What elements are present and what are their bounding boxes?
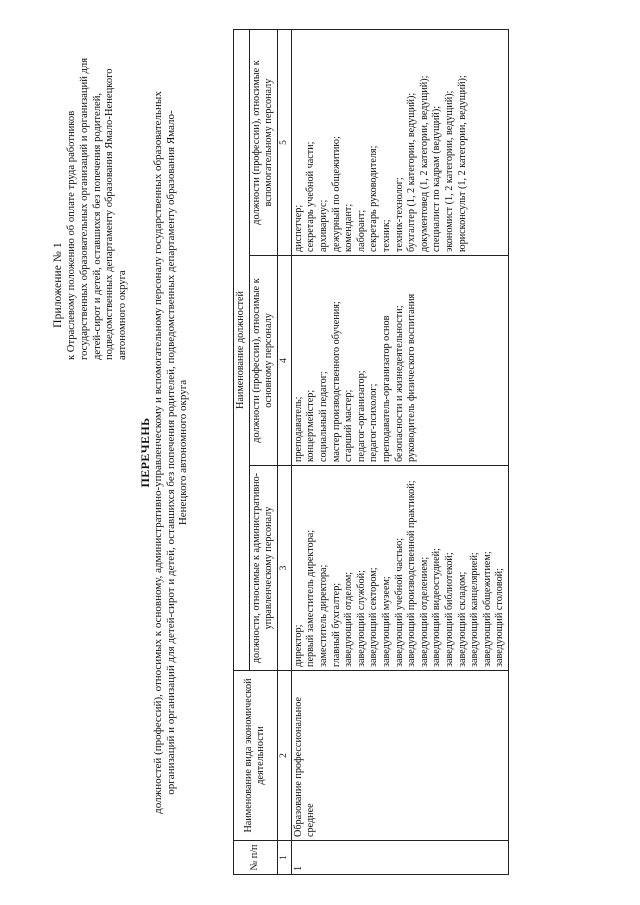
position-item: заведующий библиотекой; bbox=[443, 552, 455, 667]
header-num: № п/п bbox=[234, 841, 278, 875]
position-item: бухгалтер (1, 2 категории, ведущий); bbox=[406, 92, 418, 252]
position-item: преподаватель; bbox=[292, 396, 304, 462]
position-item: педагог-организатор; bbox=[355, 370, 367, 462]
header-admin: должности, относимые к административно-управленческому персоналу bbox=[249, 466, 277, 671]
table-row bbox=[291, 29, 508, 874]
position-item: техник-технолог; bbox=[393, 177, 405, 252]
column-number: 2 bbox=[277, 671, 291, 841]
position-item: заведующий отделением; bbox=[418, 556, 430, 667]
document-subtitle: должностей (профессий), относимых к основному, административно-управленческому и вспомогательному персоналу государственных образовательных организаций и организаций для детей-сирот и детей, оставшихся без попечения родителей, подведомственных департаменту образования Ямало-Ненецкого автономного округа bbox=[152, 91, 189, 814]
position-item: главный бухгалтер; bbox=[330, 582, 342, 667]
position-item: первый заместитель директора; bbox=[305, 529, 317, 667]
row-num: 1 bbox=[291, 841, 508, 875]
row-main-positions bbox=[291, 256, 508, 466]
position-item: лаборант; bbox=[355, 209, 367, 252]
position-item: заведующий отделом; bbox=[343, 571, 355, 667]
header-activity: Наименование вида экономической деятельности bbox=[234, 671, 278, 841]
position-item: заведующий службой; bbox=[355, 570, 367, 667]
column-number: 3 bbox=[277, 466, 291, 671]
column-number: 5 bbox=[277, 29, 291, 255]
position-item: мастер производственного обучения; bbox=[330, 301, 342, 462]
position-item: заведующий столовой; bbox=[494, 568, 506, 667]
position-item: заведующий музеем; bbox=[380, 576, 392, 667]
position-item: заведующий производственной практикой; bbox=[406, 480, 418, 667]
position-item: социальный педагог; bbox=[317, 371, 329, 462]
positions-table bbox=[233, 29, 509, 875]
position-item: преподаватель-организатор основ безопасности и жизнедеятельности; bbox=[380, 305, 405, 462]
position-item: комендант; bbox=[343, 203, 355, 252]
position-item: заведующий канцелярией; bbox=[469, 552, 481, 667]
row-activity: Образование профессиональное среднее bbox=[291, 671, 508, 841]
document-title: ПЕРЕЧЕНЬ bbox=[138, 417, 152, 488]
position-item: дежурный по общежитию; bbox=[330, 136, 342, 252]
position-item: юрисконсульт (1, 2 категории, ведущий); bbox=[456, 75, 468, 252]
support-positions-list bbox=[293, 33, 469, 252]
header-support: должности (профессии), относимые к вспомогательному персоналу bbox=[249, 29, 277, 255]
position-item: старший мастер; bbox=[343, 389, 355, 462]
position-item: заведующий сектором; bbox=[368, 567, 380, 667]
main-positions-list bbox=[293, 259, 419, 462]
admin-positions-list bbox=[293, 469, 507, 667]
position-item: архивариус; bbox=[317, 199, 329, 252]
appendix-body: к Отраслевому положению об оплате труда работников государственных образовательных организаций и организаций для детей-сирот и детей, оставшихся без попечения родителей, подведомственных департаменту образования Ямало-Ненецкого автономного округа bbox=[66, 57, 129, 360]
position-item: заведующий складом; bbox=[456, 571, 468, 667]
position-item: руководитель физического воспитания bbox=[406, 293, 418, 462]
position-item: заведующий учебной частью; bbox=[393, 537, 405, 667]
position-item: директор; bbox=[292, 624, 304, 667]
position-item: педагог-психолог; bbox=[368, 383, 380, 462]
header-main: должности (профессии), относимые к основному персоналу bbox=[249, 256, 277, 466]
position-item: заведующий видеостудией; bbox=[431, 548, 443, 667]
position-item: техник; bbox=[380, 219, 392, 252]
position-item: диспетчер; bbox=[292, 204, 304, 252]
position-item: документовед (1, 2 категории, ведущий); bbox=[418, 75, 430, 252]
header-positions-group: Наименование должностей bbox=[234, 29, 250, 670]
position-item: специалист по кадрам (ведущий); bbox=[431, 105, 443, 252]
position-item: заместитель директора; bbox=[317, 564, 329, 667]
appendix-title: Приложение № 1 bbox=[52, 242, 64, 328]
header-row bbox=[234, 29, 250, 874]
position-item: концертмейстер; bbox=[305, 389, 317, 462]
row-support-positions bbox=[291, 29, 508, 255]
position-item: экономист (1, 2 категории, ведущий); bbox=[443, 90, 455, 252]
column-number-row bbox=[277, 29, 291, 874]
position-item: секретарь учебной части; bbox=[305, 141, 317, 252]
column-number: 1 bbox=[277, 841, 291, 875]
row-admin-positions bbox=[291, 466, 508, 671]
position-item: секретарь руководителя; bbox=[368, 145, 380, 252]
column-number: 4 bbox=[277, 256, 291, 466]
position-item: заведующий общежитием; bbox=[481, 551, 493, 667]
